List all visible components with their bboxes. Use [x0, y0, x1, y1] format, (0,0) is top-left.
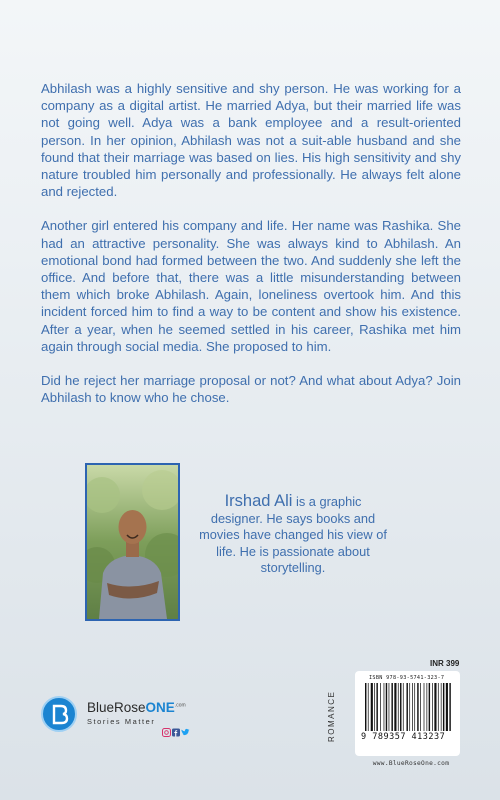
barcode-bar — [391, 683, 392, 731]
publisher-tagline: Stories Matter — [87, 717, 156, 726]
barcode-bar — [386, 683, 387, 731]
barcode-bar — [374, 683, 375, 731]
isbn-label: ISBN 978-93-5741-323-7 — [369, 675, 445, 681]
instagram-icon — [163, 729, 171, 737]
barcode-bar — [365, 683, 366, 731]
barcode-bar — [443, 683, 444, 731]
barcode-bar — [400, 683, 401, 731]
barcode-bar — [424, 683, 425, 731]
barcode-bar — [420, 683, 421, 731]
barcode-bar — [403, 683, 404, 731]
publisher-logo — [41, 696, 241, 738]
author-photo — [85, 463, 180, 621]
barcode-bar — [438, 683, 439, 731]
author-name: Irshad Ali — [224, 492, 293, 510]
blurb-paragraph-2: Another girl entered his company and life. Her name was Rashika. She had an attractive personality. She was always kind to Abhilash. An emotional bond had formed between the two. And suddenly she left the office. And before that, there was a little misunderstanding between them which broke Abhilash. Again, loneliness overtook him. And this incident forced him to find a way to be content and show his existence. After a year, when he seemed settled in his career, Rashika met him again through social media. She proposed to him. — [41, 218, 461, 354]
barcode-bar — [394, 683, 396, 731]
barcode-bar — [384, 683, 385, 731]
facebook-icon — [172, 729, 180, 737]
twitter-icon — [181, 729, 189, 735]
price-label: INR 399 — [430, 659, 460, 668]
publisher-name-part1: BlueRose — [87, 700, 146, 715]
barcode-bar — [406, 683, 407, 731]
barcode-bar — [368, 683, 369, 731]
barcode-bar — [434, 683, 436, 731]
bluerose-logo-icon — [41, 696, 77, 732]
back-cover-blurb — [41, 80, 461, 406]
blurb-paragraph-1: Abhilash was a highly sensitive and shy person. He was working for a company as a digital artist. He married Adya, but their married life was not going well. Adya was a bank employee and a result-oriented person. In her opinion, Abhilash was not a suit-able husband and she found that their marriage was based on lies. His high sensitivity and shy nature troubled him personally and professionally. He always felt alone and rejected. — [41, 81, 461, 200]
barcode-bar — [441, 683, 442, 731]
barcode-panel — [355, 671, 460, 756]
author-photo-illustration — [87, 465, 178, 619]
barcode-bar — [427, 683, 428, 731]
barcode-bar — [417, 683, 418, 731]
barcode-bar — [376, 683, 377, 731]
publisher-website: www.BlueRoseOne.com — [372, 760, 450, 767]
barcode-bar — [449, 683, 450, 731]
publisher-name — [87, 700, 186, 715]
barcode-bar — [414, 683, 415, 731]
barcode-bar — [446, 683, 448, 731]
barcode-bar — [409, 683, 410, 731]
barcode-bar — [398, 683, 399, 731]
social-icons — [162, 728, 190, 737]
barcode-bar — [389, 683, 390, 731]
author-bio — [198, 493, 388, 577]
publisher-name-part2: ONE — [145, 700, 175, 715]
barcode — [365, 683, 451, 731]
isbn-digits: 9 789357 413237 — [361, 732, 446, 742]
blurb-paragraph-3: Did he reject her marriage proposal or not? And what about Adya? Join Abhilash to know who he chose. — [41, 373, 461, 406]
publisher-name-suffix: .com — [174, 702, 186, 709]
author-bio-text: is a graphic designer. He says books and movies have changed his view of life. He is passionate about storytelling. — [199, 494, 387, 575]
genre-label: ROMANCE — [327, 690, 336, 742]
barcode-bar — [429, 683, 430, 731]
barcode-bar — [371, 683, 373, 731]
barcode-bar — [432, 683, 433, 731]
barcode-bar — [412, 683, 413, 731]
barcode-bar — [380, 683, 381, 731]
